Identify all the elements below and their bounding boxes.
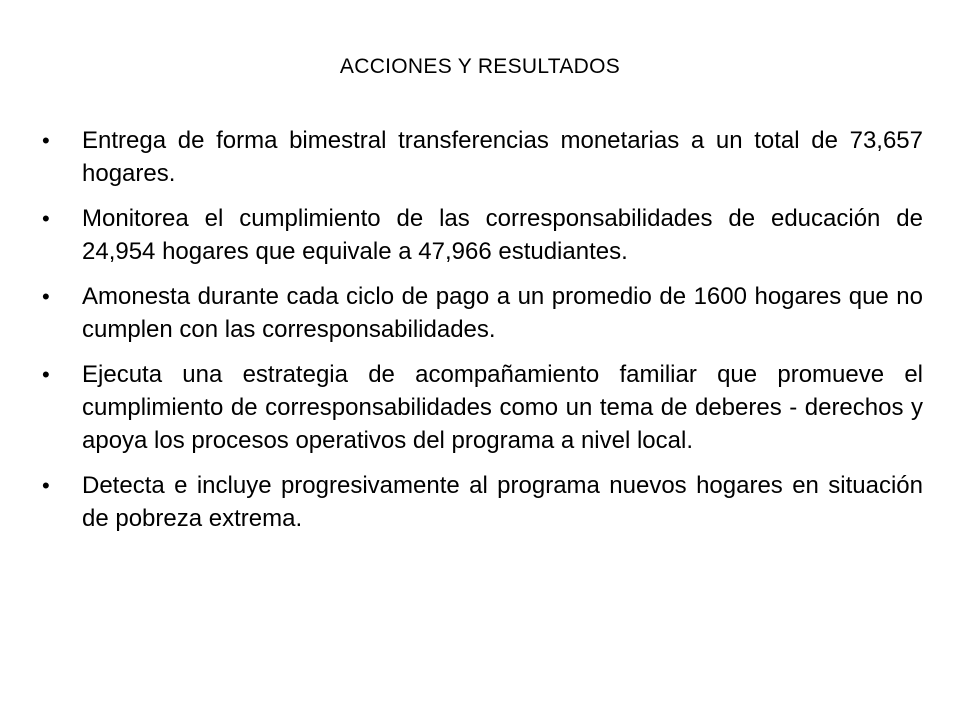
bullet-text: Ejecuta una estrategia de acompañamiento familiar que promueve el cumplimiento de corresponsabilidades como un tema de deberes - derechos y apoya los procesos operativos del programa a nivel local. (82, 361, 923, 454)
bullet-dot-icon: • (42, 284, 50, 309)
bullet-text: Monitorea el cumplimiento de las corresponsabilidades de educación de 24,954 hogares que equivale a 47,966 estudiantes. (82, 205, 923, 265)
bullet-dot-icon: • (42, 362, 50, 387)
bullet-item (42, 358, 923, 457)
bullet-text: Amonesta durante cada ciclo de pago a un promedio de 1600 hogares que no cumplen con las corresponsabilidades. (82, 283, 923, 343)
bullet-item (42, 124, 923, 190)
bullet-dot-icon: • (42, 473, 50, 498)
bullet-dot-icon: • (42, 206, 50, 231)
bullet-item (42, 280, 923, 346)
bullet-item (42, 469, 923, 535)
bullet-item (42, 202, 923, 268)
bullet-list (42, 124, 923, 547)
bullet-text: Entrega de forma bimestral transferencias monetarias a un total de 73,657 hogares. (82, 127, 923, 187)
slide-title: ACCIONES Y RESULTADOS (339, 55, 621, 78)
bullet-text: Detecta e incluye progresivamente al programa nuevos hogares en situación de pobreza extrema. (82, 472, 923, 532)
bullet-dot-icon: • (42, 128, 50, 153)
